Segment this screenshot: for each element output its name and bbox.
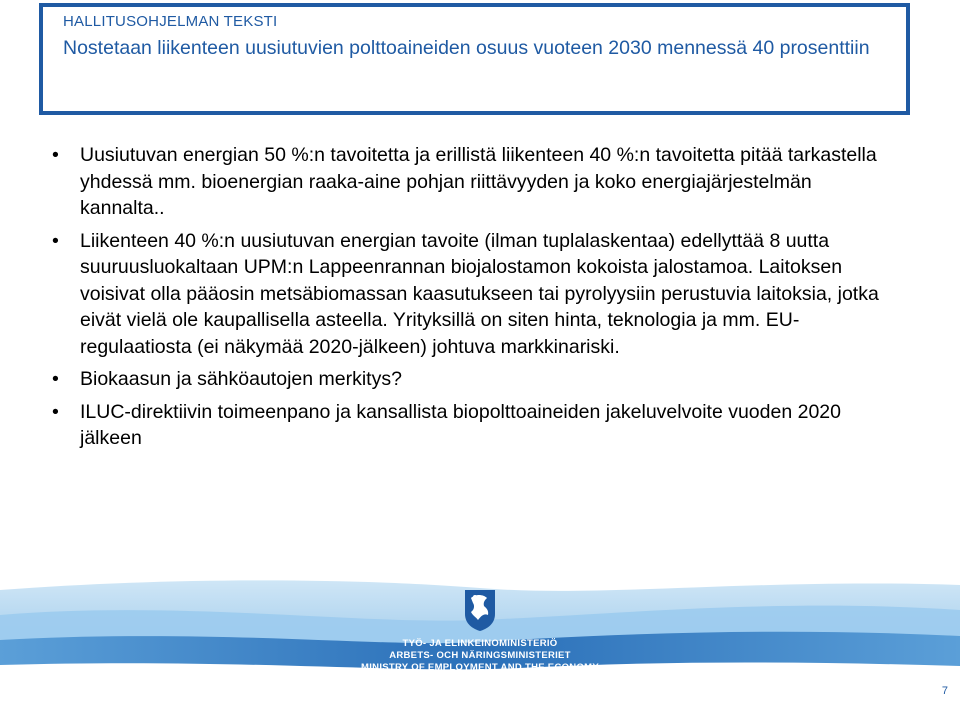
ministry-logo [355,588,605,678]
bullet-dot: • [52,368,59,390]
bullet-dot: • [52,144,59,166]
bullet-dot: • [52,229,59,252]
finnish-lion-crest-icon [463,588,497,632]
bullet-text: Biokaasun ja sähköautojen merkitys? [80,368,402,390]
slide-title-box [39,3,910,115]
bullet-item [40,142,890,222]
page-number: 7 [941,685,948,697]
slide-kicker: HALLITUSOHJELMAN TEKSTI [63,13,278,30]
bullet-text: Liikenteen 40 %:n uusiutuvan energian tavoite (ilman tuplalaskentaa) edellyttää 8 uutta suuruusluokaltaan UPM:n Lappeenrannan biojalostamon kokoista jalostamoa. Laitoksen voisivat olla pääosin metsäbiomassan kaasutukseen tai pyrolyysiin perustuvia laitoksia, jotka eivät vielä ole kaupallisella asteella. Yrityksillä on siten hinta, teknologia ja mm. EU-regulaatiosta (ei näkymää 2020-jälkeen) johtuva markkinariski. [80,229,879,358]
bullet-text: Uusiutuvan energian 50 %:n tavoitetta ja erillistä liikenteen 40 %:n tavoitetta pitää tarkastella yhdessä mm. bioenergian raaka-aine pohjan riittävyyden ja koko energiajärjestelmän kannalta.. [80,144,877,219]
ministry-name-en: MINISTRY OF EMPLOYMENT AND THE ECONOMY [361,662,599,673]
bullet-list [40,142,890,458]
bullet-item [40,366,890,393]
bullet-text: ILUC-direktiivin toimeenpano ja kansallista biopolttoaineiden jakeluvelvoite vuoden 2020 jälkeen [80,400,841,449]
bullet-item [40,399,890,452]
bullet-item [40,228,890,361]
ministry-name-sv: ARBETS- OCH NÄRINGSMINISTERIET [389,650,571,661]
bullet-dot: • [52,400,59,423]
ministry-name-fi: TYÖ- JA ELINKEINOMINISTERIÖ [402,638,558,649]
slide-title: Nostetaan liikenteen uusiutuvien polttoaineiden osuus vuoteen 2030 mennessä 40 prosenttiin [63,37,870,59]
